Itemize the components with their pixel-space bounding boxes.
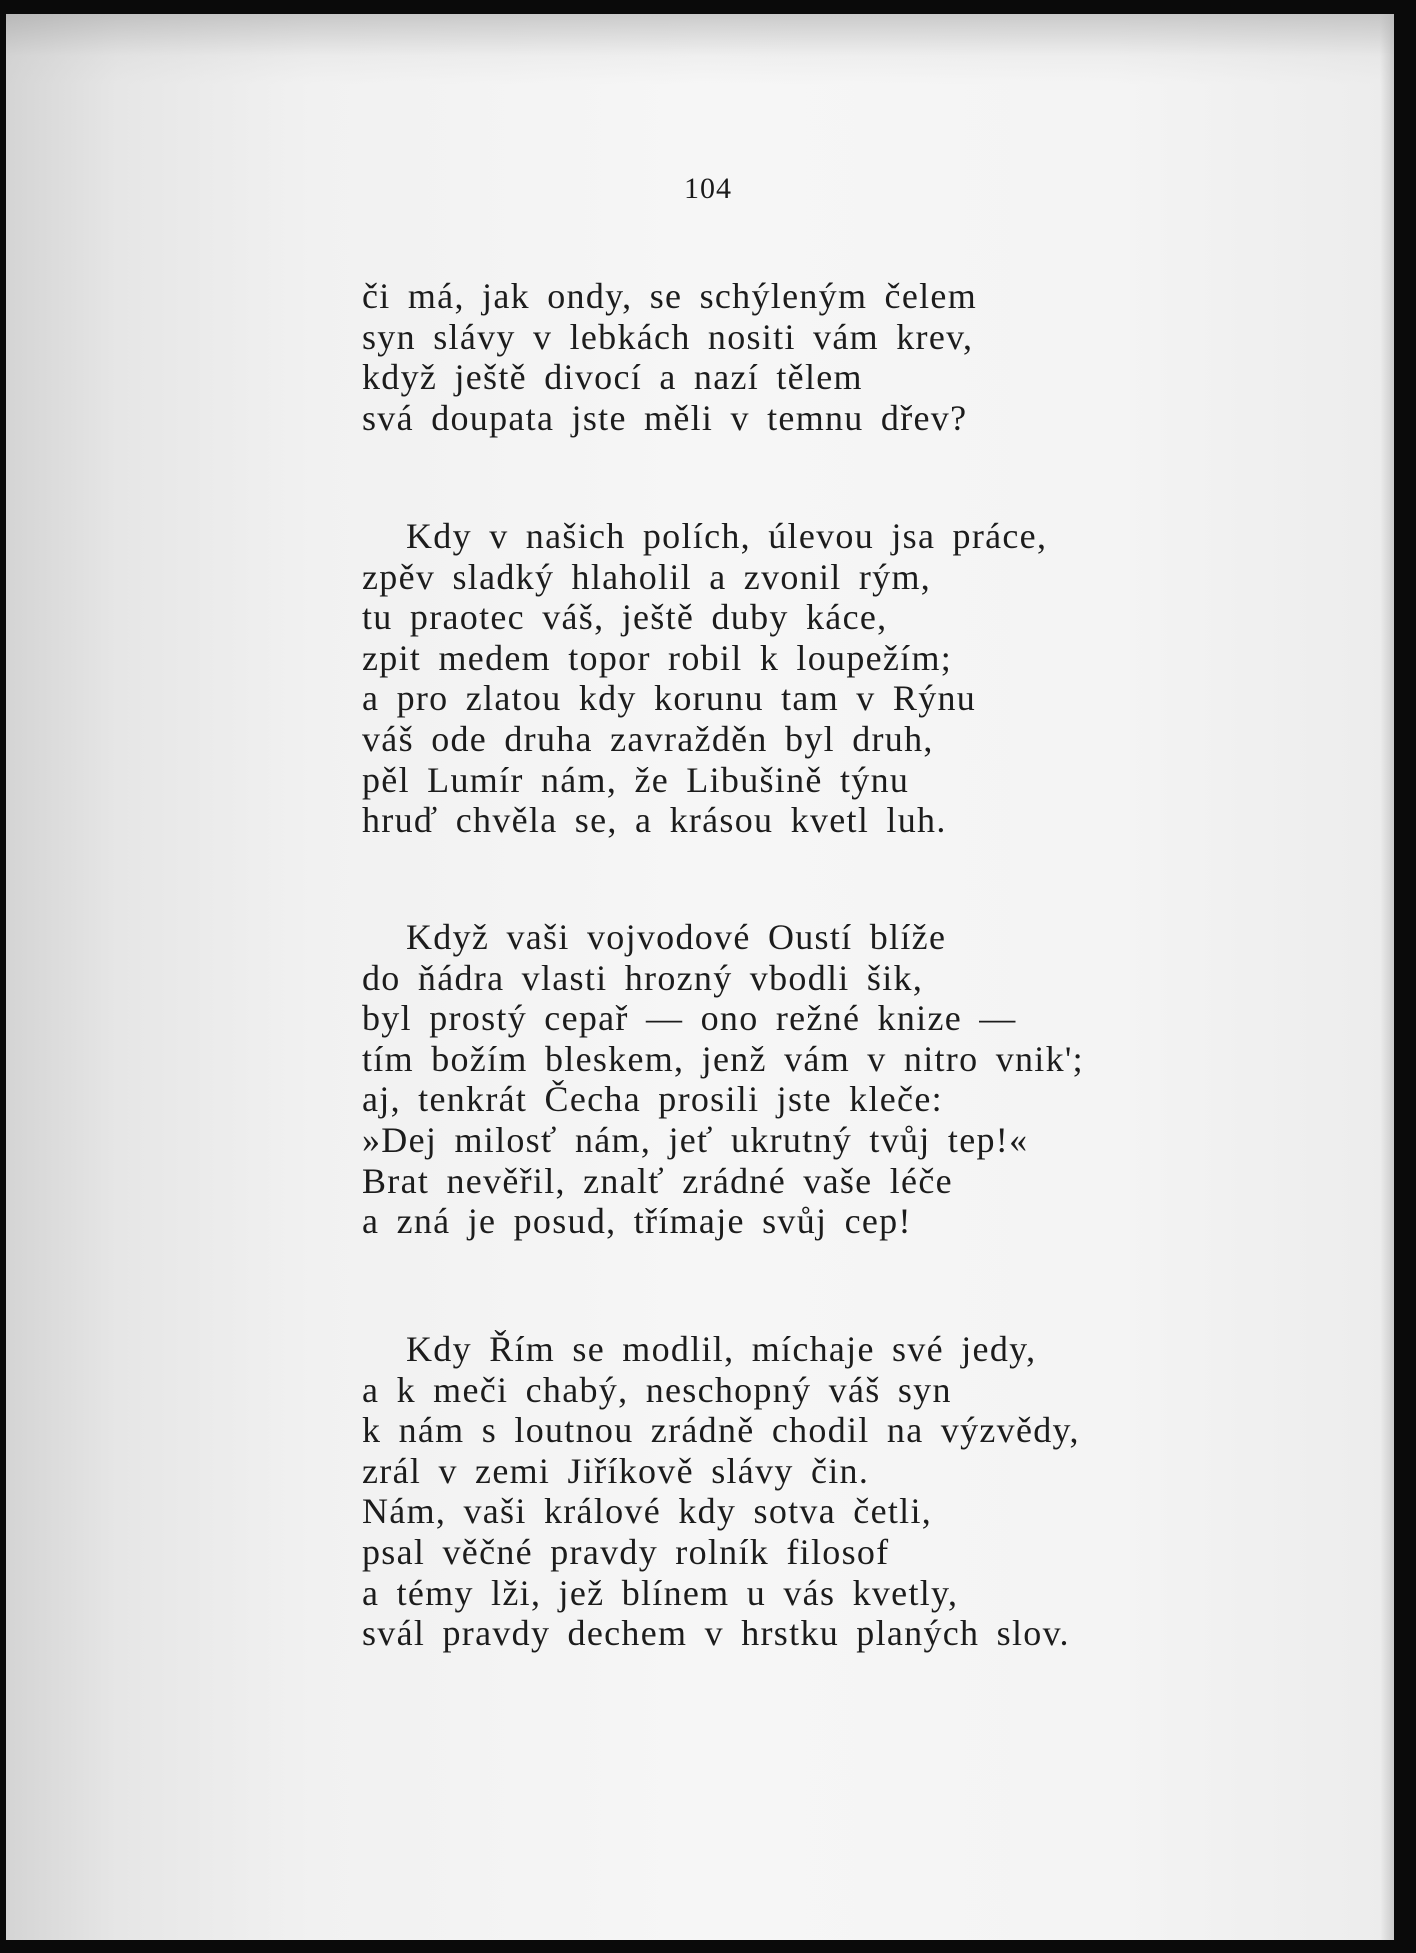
stanza-3 (362, 917, 1084, 1242)
poem-line: zpěv sladký hlaholil a zvonil rým, (362, 556, 932, 597)
poem-line: tím božím bleskem, jenž vám v nitro vnik'; (362, 1038, 1084, 1079)
poem-line: syn slávy v lebkách nositi vám krev, (362, 316, 974, 357)
poem-line: zpit medem topor robil k loupežím; (362, 637, 953, 678)
stanza-4 (362, 1329, 1080, 1654)
poem-line: tu praotec váš, ještě duby káce, (362, 597, 888, 638)
poem-line: zrál v zemi Jiříkově slávy čin. (362, 1450, 870, 1491)
poem-line: Kdy v našich polích, úlevou jsa práce, (406, 516, 1048, 556)
poem-line: či má, jak ondy, se schýleným čelem (362, 276, 978, 316)
stanza-2 (362, 516, 1047, 841)
page-number: 104 (684, 172, 732, 205)
poem-line: Nám, vaši králové kdy sotva četli, (362, 1491, 933, 1532)
poem-line: když ještě divocí a nazí tělem (362, 357, 863, 398)
poem-line: aj, tenkrát Čecha prosili jste klečе: (362, 1079, 943, 1120)
poem-line: byl prostý cepař — ono režné knize — (362, 998, 1017, 1039)
poem-line: »Dej milosť nám, jeť ukrutný tvůj tep!« (362, 1119, 1029, 1160)
poem-line: a pro zlatou kdy korunu tam v Rýnu (362, 678, 977, 719)
poem-line: váš ode druha zavražděn byl druh, (362, 718, 934, 759)
poem-line: k nám s loutnou zrádně chodil na výzvědy, (362, 1410, 1080, 1451)
scan-shadow-right (1380, 14, 1394, 1940)
poem-line: a témy lži, jež blínem u vás kvetly, (362, 1572, 959, 1613)
poem-line: pěl Lumír nám, že Libušině týnu (362, 759, 910, 800)
poem-line: psal věčné pravdy rolník filosof (362, 1531, 890, 1572)
poem-line: hruď chvěla se, a krásou kvetl luh. (362, 800, 947, 841)
stanza-1 (362, 276, 977, 438)
poem-line: a zná je posud, třímaje svůj cep! (362, 1201, 912, 1242)
poem-line: svál pravdy dechem v hrstku planých slov. (362, 1613, 1070, 1654)
poem-line: Brat nevěřil, znalť zrádné vaše léče (362, 1160, 953, 1201)
poem-line: Když vaši vojvodové Oustí blíže (406, 917, 947, 957)
poem-line: do ňádra vlasti hrozný vbodli šik, (362, 957, 924, 998)
poem-line: svá doupata jste měli v temnu dřev? (362, 397, 968, 438)
scan-shadow-top (6, 14, 1394, 84)
poem-line: Kdy Řím se modlil, míchaje své jedy, (406, 1329, 1037, 1369)
poem-line: a k meči chabý, neschopný váš syn (362, 1369, 952, 1410)
